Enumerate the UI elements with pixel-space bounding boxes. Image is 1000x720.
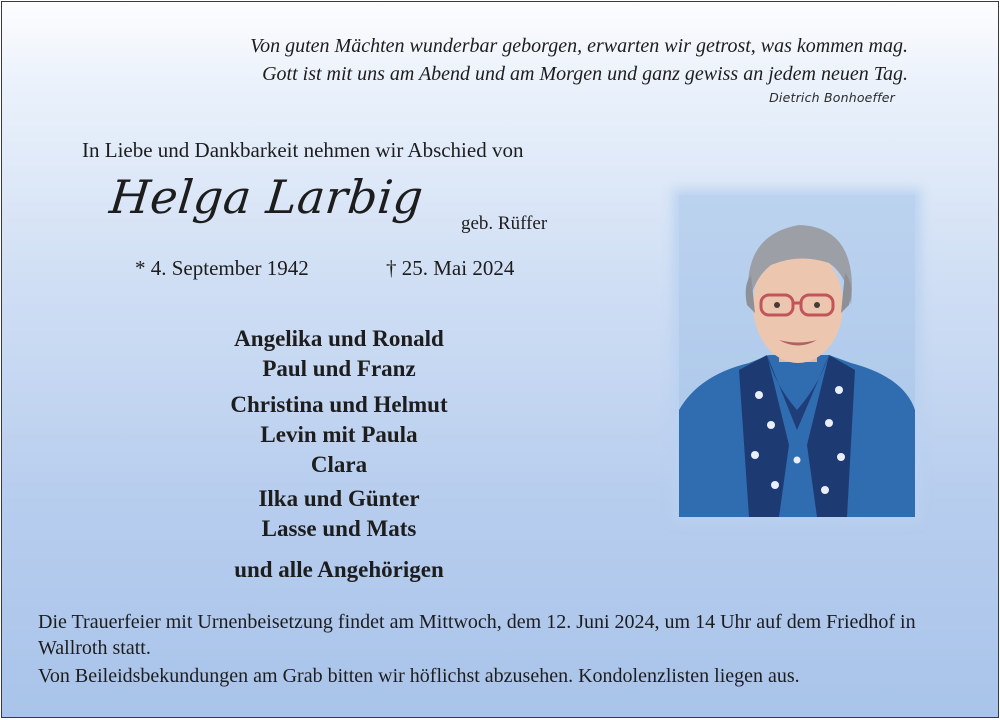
mourner-group-3 (152, 484, 526, 544)
mourner-line: Lasse und Mats (261, 516, 417, 541)
quote-line-2: Gott ist mit uns am Abend und am Morgen und ganz gewiss an jedem neuen Tag. (262, 63, 908, 85)
birth-date: * 4. September 1942 (135, 256, 309, 280)
quote-line-1: Von guten Mächten wunderbar geborgen, erwarten wir getrost, was kommen mag. (250, 35, 908, 57)
mourner-line: Christina und Helmut (230, 392, 448, 417)
portrait-icon (679, 195, 915, 517)
intro-text: In Liebe und Dankbarkeit nehmen wir Abschied von (82, 138, 524, 162)
ceremony-info: Die Trauerfeier mit Urnenbeisetzung findet am Mittwoch, dem 12. Juni 2024, um 14 Uhr auf dem Friedhof in Wallroth statt. (38, 611, 916, 659)
mourner-group-1 (152, 324, 526, 384)
mourner-line: Ilka und Günter (258, 486, 420, 511)
condolence-note: Von Beileidsbekundungen am Grab bitten wir höflichst abzusehen. Kondolenzlisten liegen aus. (38, 665, 800, 687)
death-date: † 25. Mai 2024 (386, 256, 515, 280)
mourners-closing: und alle Angehörigen (234, 557, 444, 582)
deceased-name: Helga Larbig (107, 170, 426, 224)
mourner-line: Paul und Franz (262, 356, 416, 381)
maiden-name: geb. Rüffer (461, 213, 548, 234)
mourner-line: Clara (310, 452, 368, 477)
obituary-notice (1, 1, 999, 718)
quote-author: Dietrich Bonhoeffer (769, 90, 895, 105)
portrait-photo (679, 195, 915, 517)
mourner-line: Levin mit Paula (260, 422, 418, 447)
mourner-group-2 (152, 390, 526, 480)
mourner-line: Angelika und Ronald (234, 326, 444, 351)
